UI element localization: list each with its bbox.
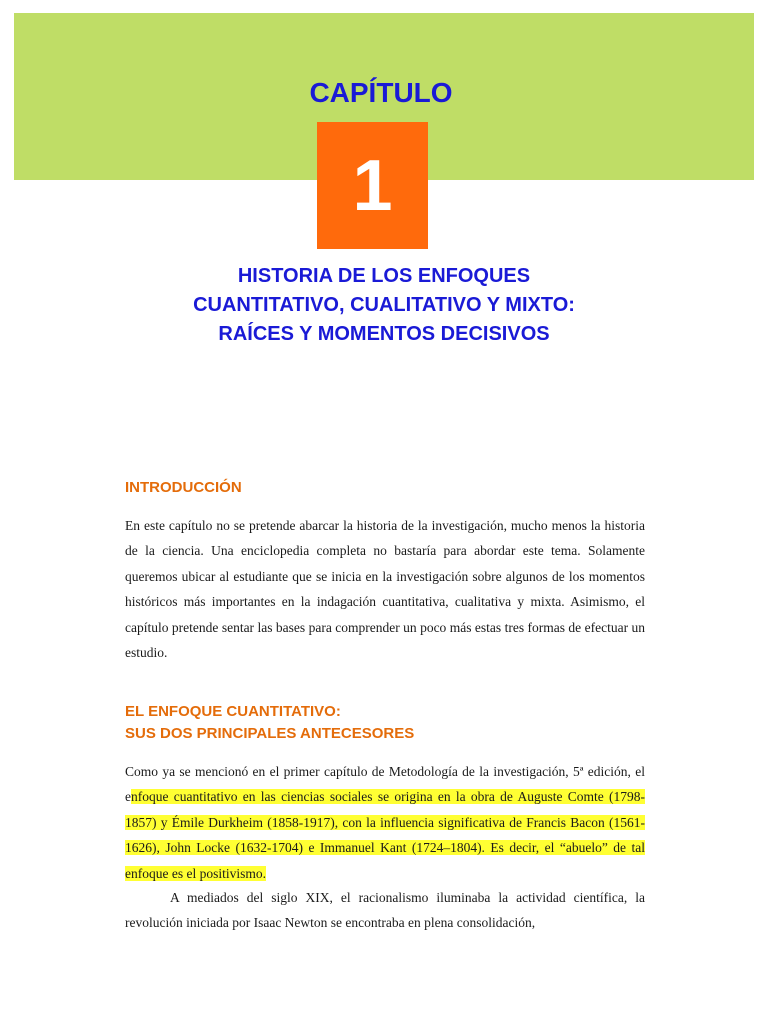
chapter-title-line: CUANTITATIVO, CUALITATIVO Y MIXTO: xyxy=(193,294,575,316)
section-paragraph xyxy=(125,759,645,886)
section-heading-line: EL ENFOQUE CUANTITATIVO: xyxy=(125,703,341,720)
section-heading-line: SUS DOS PRINCIPALES ANTECESORES xyxy=(125,725,415,742)
chapter-number: 1 xyxy=(352,145,393,226)
intro-paragraph: En este capítulo no se pretende abarcar la historia de la investigación, mucho menos la historia de la ciencia. Una enciclopedia completa no bastaría para abordar este tema. Solamente queremos ubicar al estudiante que se inicia en la investigación sobre algunos de los momentos históricos más importantes en la indagación cuantitativa, cualitativa y mixta. Asimismo, el capítulo pretende sentar las bases para comprender un poco más estas tres formas de efectuar un estudio. xyxy=(125,518,645,661)
highlighted-text: nfoque cuantitativo en las ciencias sociales se origina en la obra de Auguste Comte (1798-1857) y Émile Durkheim (1858-1917), con la influencia significativa de Francis Bacon (1561-1626), John Locke (1632-1704) e Immanuel Kant (1724–1804). Es decir, el “abuelo” de tal enfoque es el positivismo. xyxy=(125,789,645,881)
paragraph-text: Como ya se mencionó en el primer capítulo de Metodología de la investigación, 5ª edición, el e xyxy=(125,764,645,805)
chapter-title xyxy=(0,262,768,349)
section-paragraph-2: A mediados del siglo XIX, el racionalismo iluminaba la actividad científica, la revolución iniciada por Isaac Newton se encontraba en plena consolidación, xyxy=(125,890,645,931)
section-heading xyxy=(125,701,414,745)
chapter-number-box xyxy=(317,122,428,249)
chapter-title-line: RAÍCES Y MOMENTOS DECISIVOS xyxy=(218,323,550,345)
chapter-label: CAPÍTULO xyxy=(309,77,453,108)
chapter-title-line: HISTORIA DE LOS ENFOQUES xyxy=(237,265,531,287)
intro-heading: INTRODUCCIÓN xyxy=(125,479,242,496)
